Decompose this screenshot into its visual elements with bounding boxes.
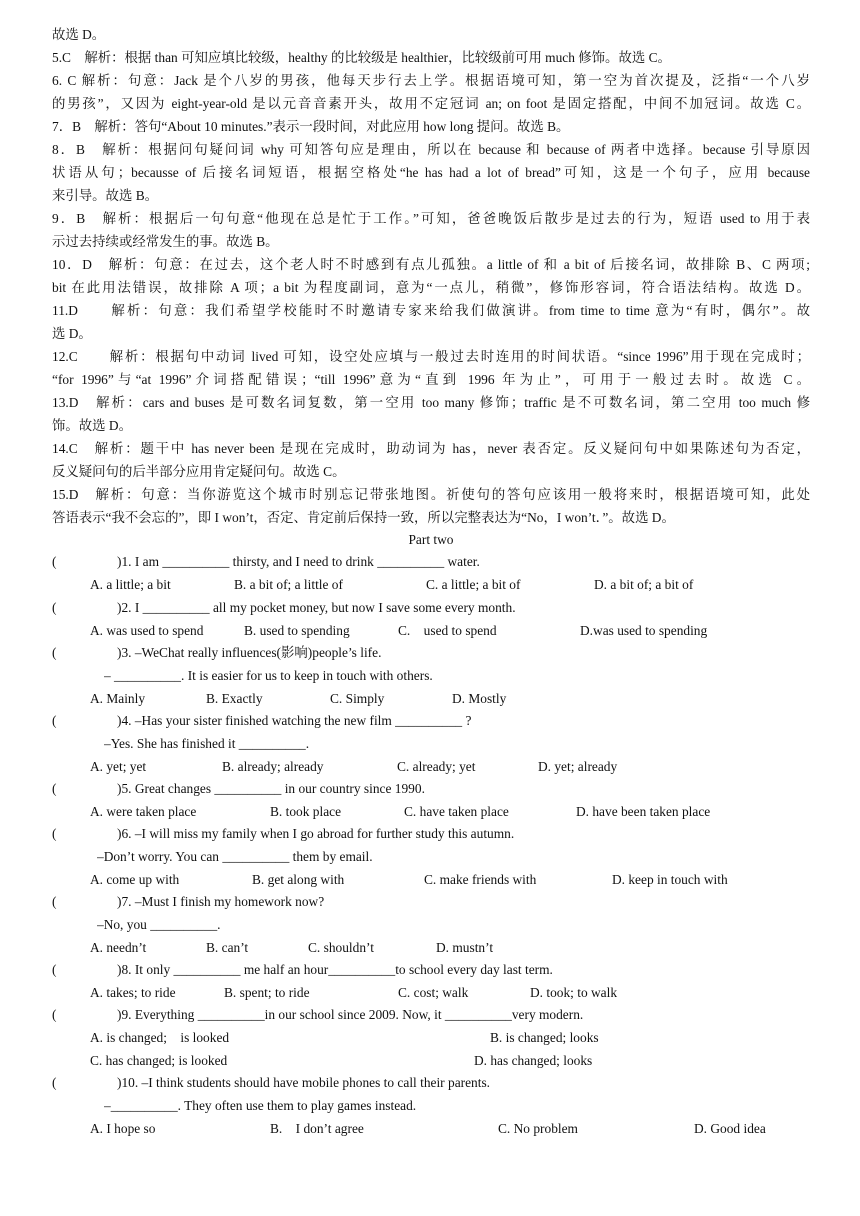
option-c[interactable]: C. shouldn’t bbox=[308, 940, 374, 955]
explanation-line: 13.D 解析：cars and buses 是可数名词复数，第一空用 too many 修饰；traffic 是不可数名词，第二空用 too much 修 bbox=[52, 395, 810, 410]
explanation-line: 饰。故选 D。 bbox=[52, 418, 132, 433]
question-reply: –No, you __________. bbox=[97, 917, 221, 932]
question-stem: ( )10. –I think students should have mobile phones to call their parents. bbox=[52, 1072, 490, 1095]
option-b[interactable]: B. Exactly bbox=[206, 691, 263, 706]
question-stem: ( )3. –WeChat really influences(影响)people’s life. bbox=[52, 642, 381, 665]
explanation-line: 12.C 解析：根据句中动词 lived 可知，设空处应填与一般过去时连用的时间状语。“since 1996”用于现在完成时； bbox=[52, 349, 810, 364]
explanation-line: 故选 D。 bbox=[52, 27, 106, 42]
question-stem: ( )2. I __________ all my pocket money, but now I save some every month. bbox=[52, 597, 516, 620]
option-a[interactable]: A. were taken place bbox=[90, 804, 197, 819]
option-c[interactable]: C. used to spend bbox=[398, 623, 497, 638]
explanation-line: 6. C 解析：句意：Jack 是个八岁的男孩，他每天步行去上学。根据语境可知，第一空为首次提及，泛指“一个八岁 bbox=[52, 73, 810, 88]
question-stem: ( )7. –Must I finish my homework now? bbox=[52, 891, 324, 914]
explanation-line: “for 1996”与“at 1996”介词搭配错误；“till 1996”意为“直到 1996 年为止”，可用于一般过去时。故选 C。 bbox=[52, 372, 810, 387]
option-d[interactable]: D. mustn’t bbox=[436, 940, 494, 955]
option-b[interactable]: B. is changed; looks bbox=[490, 1030, 599, 1045]
option-d[interactable]: D. Good idea bbox=[694, 1121, 766, 1136]
option-c[interactable]: C. cost; walk bbox=[398, 985, 469, 1000]
answer-blank[interactable]: ( bbox=[52, 713, 57, 728]
explanation-line: 14.C 解析：题干中 has never been 是现在完成时，助动词为 has，never 表否定。反义疑问句中如果陈述句为否定， bbox=[52, 441, 810, 456]
option-c[interactable]: C. No problem bbox=[498, 1121, 578, 1136]
option-a[interactable]: A. needn’t bbox=[90, 940, 147, 955]
answer-blank[interactable]: ( bbox=[52, 554, 57, 569]
explanation-line: 反义疑问句的后半部分应用肯定疑问句。故选 C。 bbox=[52, 464, 346, 479]
question-stem: ( )6. –I will miss my family when I go abroad for further study this autumn. bbox=[52, 823, 514, 846]
question-stem: ( )5. Great changes __________ in our country since 1990. bbox=[52, 778, 425, 801]
option-c[interactable]: C. has changed; is looked bbox=[90, 1053, 228, 1068]
question-reply: – __________. It is easier for us to keep in touch with others. bbox=[104, 668, 433, 683]
option-d[interactable]: D. have been taken place bbox=[576, 804, 711, 819]
option-d[interactable]: D. a bit of; a bit of bbox=[594, 577, 694, 592]
option-d[interactable]: D. took; to walk bbox=[530, 985, 618, 1000]
option-d[interactable]: D. has changed; looks bbox=[474, 1053, 593, 1068]
question-stem: ( )8. It only __________ me half an hour__________to school every day last term. bbox=[52, 959, 553, 982]
option-a[interactable]: A. yet; yet bbox=[90, 759, 147, 774]
option-b[interactable]: B. already; already bbox=[222, 759, 324, 774]
option-b[interactable]: B. get along with bbox=[252, 872, 345, 887]
option-d[interactable]: D.was used to spending bbox=[580, 623, 708, 638]
option-d[interactable]: D. Mostly bbox=[452, 691, 507, 706]
answer-blank[interactable]: ( bbox=[52, 1007, 57, 1022]
answer-blank[interactable]: ( bbox=[52, 826, 57, 841]
question-reply: –__________. They often use them to play games instead. bbox=[104, 1098, 417, 1113]
option-d[interactable]: D. keep in touch with bbox=[612, 872, 728, 887]
option-b[interactable]: B. a bit of; a little of bbox=[234, 577, 343, 592]
option-d[interactable]: D. yet; already bbox=[538, 759, 618, 774]
explanation-line: 11.D 解析：句意：我们希望学校能时不时邀请专家来给我们做演讲。from time to time 意为“有时，偶尔”。故 bbox=[52, 303, 810, 318]
option-c[interactable]: C. make friends with bbox=[424, 872, 537, 887]
answer-blank[interactable]: ( bbox=[52, 645, 57, 660]
explanation-line: 答语表示“我不会忘的”，即 I won’t，否定、肯定前后保持一致，所以完整表达为“No，I won’t．”。故选 D。 bbox=[52, 510, 675, 525]
explanation-line: 7．B 解析：答句“About 10 minutes.”表示一段时间，对此应用 how long 提问。故选 B。 bbox=[52, 119, 570, 134]
explanation-line: 5.C 解析：根据 than 可知应填比较级，healthy 的比较级是 healthier，比较级前可用 much 修饰。故选 C。 bbox=[52, 50, 671, 65]
explanation-line: 的男孩”，又因为 eight-year-old 是以元音音素开头，故用不定冠词 an; on foot 是固定搭配，中间不加冠词。故选 C。 bbox=[52, 96, 810, 111]
explanation-line: 选 D。 bbox=[52, 326, 92, 341]
answer-blank[interactable]: ( bbox=[52, 894, 57, 909]
option-b[interactable]: B. used to spending bbox=[244, 623, 350, 638]
answer-blank[interactable]: ( bbox=[52, 1075, 57, 1090]
explanation-line: 15.D 解析：句意：当你游览这个城市时别忘记带张地图。祈使句的答句应该用一般将来时，根据语境可知，此处 bbox=[52, 487, 810, 502]
explanation-line: 来引导。故选 B。 bbox=[52, 188, 159, 203]
option-a[interactable]: A. I hope so bbox=[90, 1121, 156, 1136]
question-stem: ( )4. –Has your sister finished watching the new film __________ ? bbox=[52, 710, 471, 733]
option-a[interactable]: A. was used to spend bbox=[90, 623, 204, 638]
option-a[interactable]: A. a little; a bit bbox=[90, 577, 171, 592]
option-b[interactable]: B. can’t bbox=[206, 940, 249, 955]
option-b[interactable]: B. took place bbox=[270, 804, 342, 819]
question-stem: ( )9. Everything __________in our school since 2009. Now, it __________very modern. bbox=[52, 1004, 583, 1027]
option-c[interactable]: C. have taken place bbox=[404, 804, 509, 819]
answer-blank[interactable]: ( bbox=[52, 600, 57, 615]
part-title: Part two bbox=[408, 532, 454, 547]
explanation-line: 9．B 解析：根据后一句句意“他现在总是忙于工作。”可知，爸爸晚饭后散步是过去的行为，短语 used to 用于表 bbox=[52, 211, 810, 226]
question-reply: –Don’t worry. You can __________ them by email. bbox=[97, 849, 373, 864]
answer-blank[interactable]: ( bbox=[52, 962, 57, 977]
option-b[interactable]: B. spent; to ride bbox=[224, 985, 310, 1000]
option-a[interactable]: A. come up with bbox=[90, 872, 180, 887]
question-reply: –Yes. She has finished it __________. bbox=[104, 736, 310, 751]
explanation-line: 状语从句；becausse of 后接名词短语，根据空格处“he has had a lot of bread”可知，这是一个句子，应用 because bbox=[52, 165, 810, 180]
option-b[interactable]: B. I don’t agree bbox=[270, 1121, 364, 1136]
question-stem: ( )1. I am __________ thirsty, and I need to drink __________ water. bbox=[52, 551, 480, 574]
option-c[interactable]: C. already; yet bbox=[397, 759, 476, 774]
explanation-line: bit 在此用法错误，故排除 A 项；a bit 为程度副词，意为“一点儿，稍微”，修饰形容词，符合语法结构。故选 D。 bbox=[52, 280, 810, 295]
option-a[interactable]: A. Mainly bbox=[90, 691, 146, 706]
explanation-line: 10．D 解析：句意：在过去，这个老人时不时感到有点儿孤独。a little of 和 a bit of 后接名词，故排除 B、C 两项; bbox=[52, 257, 810, 272]
option-a[interactable]: A. takes; to ride bbox=[90, 985, 176, 1000]
answer-blank[interactable]: ( bbox=[52, 781, 57, 796]
option-c[interactable]: C. Simply bbox=[330, 691, 385, 706]
option-c[interactable]: C. a little; a bit of bbox=[426, 577, 521, 592]
explanation-line: 8．B 解析：根据问句疑问词 why 可知答句应是理由，所以在 because 和 because of 两者中选择。because 引导原因 bbox=[52, 142, 810, 157]
option-a[interactable]: A. is changed; is looked bbox=[90, 1030, 230, 1045]
explanation-line: 示过去持续或经常发生的事。故选 B。 bbox=[52, 234, 279, 249]
